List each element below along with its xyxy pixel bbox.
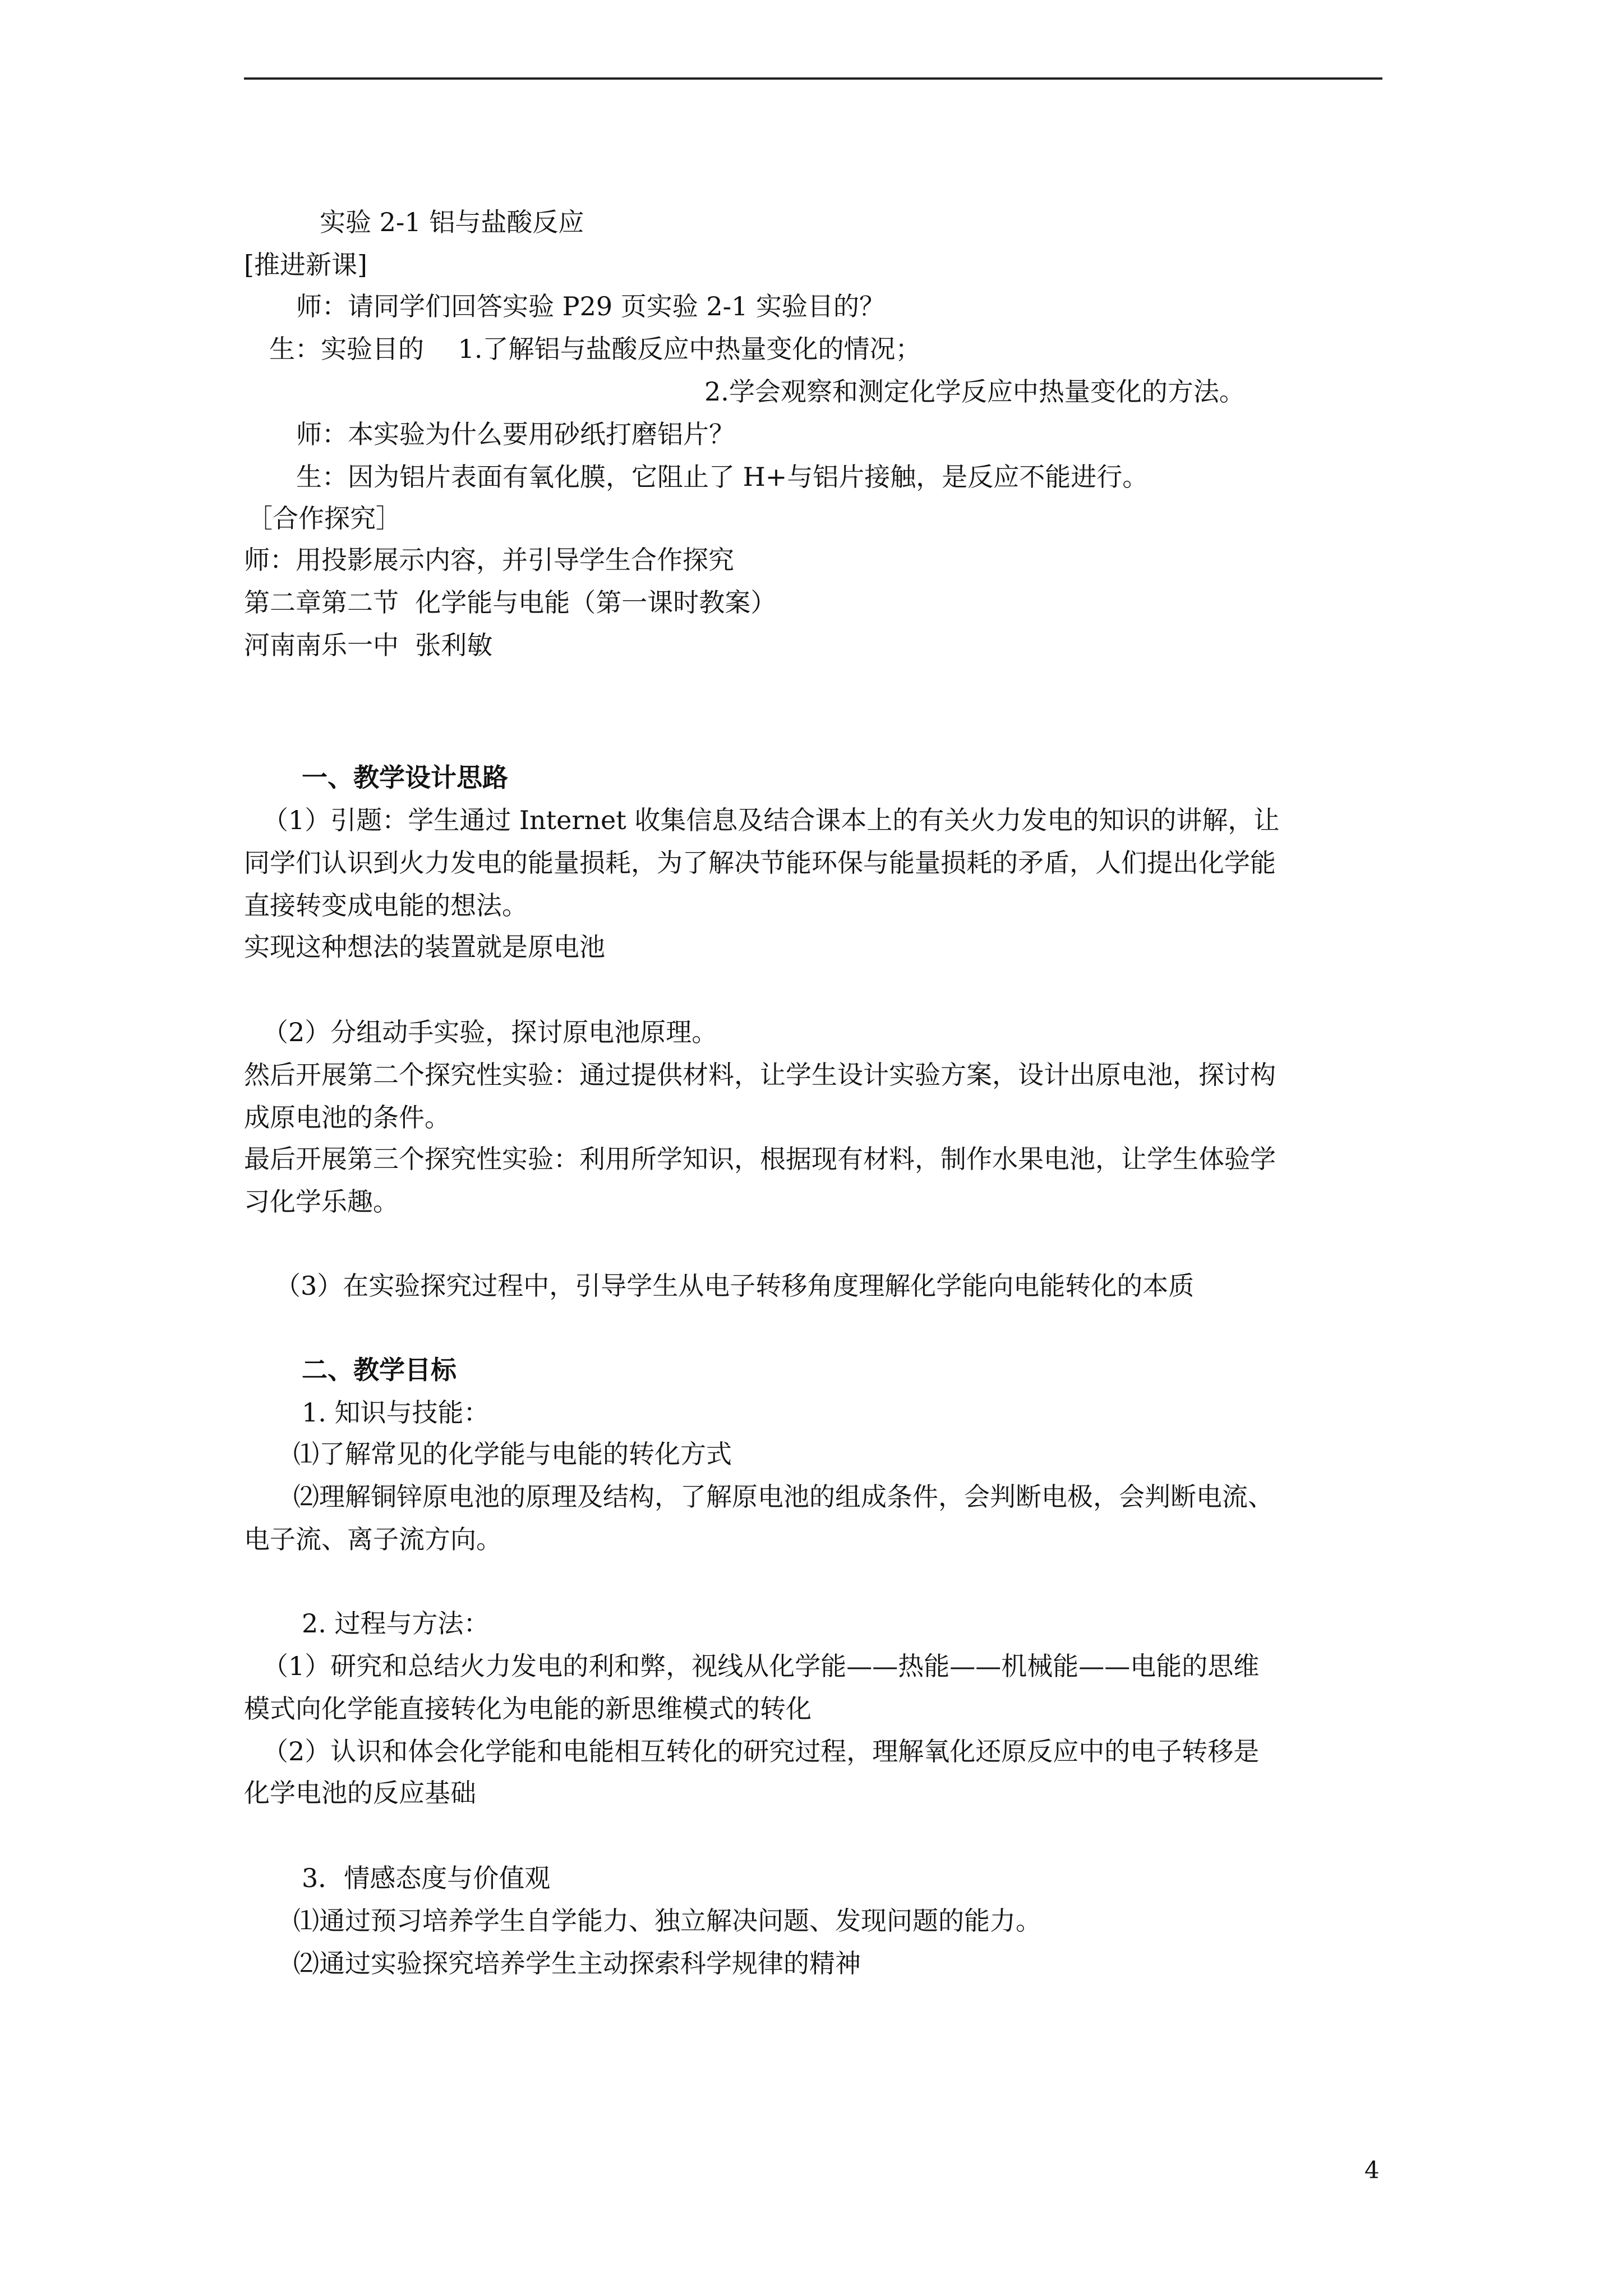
section-tag-cooperative: ［合作探究］	[247, 503, 402, 533]
experiment-title: 实验 2-1 铝与盐酸反应	[320, 207, 584, 237]
dialogue-line: 师：本实验为什么要用砂纸打磨铝片？	[296, 419, 735, 449]
goal-item: ⑵通过实验探究培养学生主动探索科学规律的精神	[293, 1948, 861, 1978]
section-tag-new-lesson: [推进新课]	[244, 250, 367, 280]
goal-item: ⑴通过预习培养学生自学能力、独立解决问题、发现问题的能力。	[293, 1906, 1041, 1936]
goal-item: ⑵理解铜锌原电池的原理及结构，了解原电池的组成条件，会判断电极，会判断电流、	[293, 1481, 1274, 1512]
author-line: 河南南乐一中 张利敏	[244, 630, 493, 660]
paragraph-line: 然后开展第二个探究性实验：通过提供材料，让学生设计实验方案，设计出原电池，探讨构	[244, 1060, 1276, 1090]
goal-item: （2）认识和体会化学能和电能相互转化的研究过程，理解氧化还原反应中的电子转移是	[262, 1736, 1260, 1766]
dialogue-line: 师：请同学们回答实验 P29 页实验 2-1 实验目的？	[296, 291, 886, 321]
goal-item: （1）研究和总结火力发电的利和弊，视线从化学能——热能——机械能——电能的思维	[262, 1651, 1260, 1681]
paragraph-line: 习化学乐趣。	[244, 1186, 399, 1217]
heading-teaching-goals: 二、教学目标	[302, 1355, 457, 1385]
subheading-process-methods: 2. 过程与方法：	[302, 1608, 490, 1639]
dialogue-line: 师：用投影展示内容，并引导学生合作探究	[244, 545, 734, 575]
goal-item: 电子流、离子流方向。	[244, 1524, 502, 1554]
paragraph-line: （3）在实验探究过程中，引导学生从电子转移角度理解化学能向电能转化的本质	[275, 1271, 1195, 1301]
header-rule	[244, 77, 1382, 80]
paragraph-line: 最后开展第三个探究性实验：利用所学知识，根据现有材料，制作水果电池，让学生体验学	[244, 1144, 1276, 1174]
paragraph-line: 同学们认识到火力发电的能量损耗，为了解决节能环保与能量损耗的矛盾，人们提出化学能	[244, 848, 1276, 878]
paragraph-line: 直接转变成电能的想法。	[244, 890, 528, 921]
dialogue-line: 生：实验目的 1.了解铝与盐酸反应中热量变化的情况；	[269, 334, 921, 364]
page-number: 4	[1364, 2156, 1380, 2184]
goal-item: 模式向化学能直接转化为电能的新思维模式的转化	[244, 1694, 811, 1724]
subheading-knowledge-skills: 1. 知识与技能：	[302, 1397, 490, 1428]
lesson-title: 第二章第二节 化学能与电能（第一课时教案）	[244, 587, 777, 618]
goal-item: ⑴了解常见的化学能与电能的转化方式	[293, 1439, 732, 1469]
dialogue-line: 生：因为铝片表面有氧化膜，它阻止了 H+与铝片接触，是反应不能进行。	[296, 462, 1149, 492]
goal-item: 化学电池的反应基础	[244, 1778, 476, 1808]
subheading-attitudes-values: 3．情感态度与价值观	[302, 1863, 551, 1893]
paragraph-line: （2）分组动手实验，探讨原电池原理。	[262, 1017, 718, 1047]
heading-design-ideas: 一、教学设计思路	[302, 762, 508, 793]
dialogue-line: 2.学会观察和测定化学反应中热量变化的方法。	[704, 376, 1245, 407]
paragraph-line: 实现这种想法的装置就是原电池	[244, 932, 605, 962]
paragraph-line: （1）引题：学生通过 Internet 收集信息及结合课本上的有关火力发电的知识的讲解，让	[262, 805, 1280, 835]
paragraph-line: 成原电池的条件。	[244, 1102, 450, 1133]
